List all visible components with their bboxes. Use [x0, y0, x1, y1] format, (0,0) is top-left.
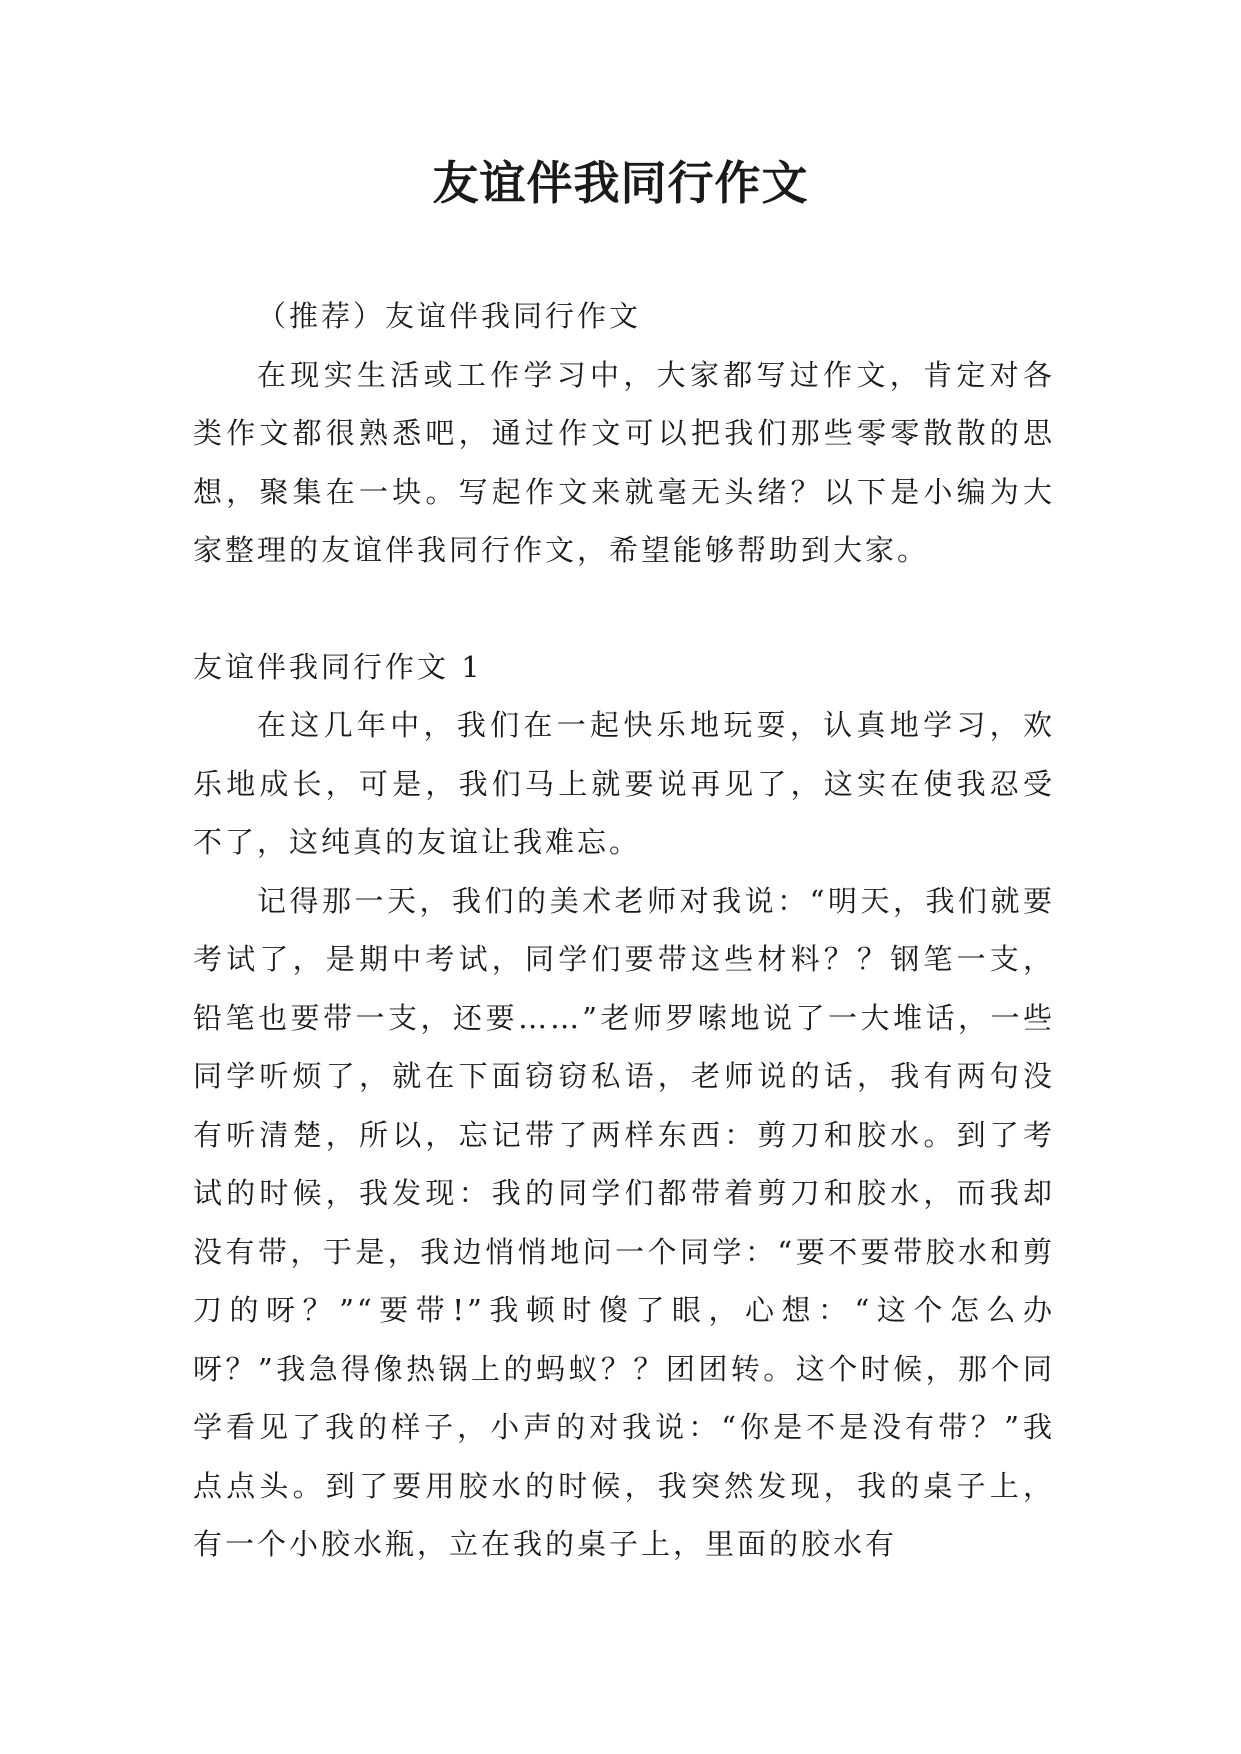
document-title: 友谊伴我同行作文 — [432, 156, 809, 210]
section-heading: 友谊伴我同行作文 1 — [193, 649, 483, 684]
section-spacer — [193, 580, 1055, 638]
intro-heading: （推荐）友谊伴我同行作文 — [257, 299, 642, 333]
body-paragraph-1: 在这几年中，我们在一起快乐地玩耍，认真地学习，欢乐地成长，可是，我们马上就要说再见了，这实在使我忍受不了，这纯真的友谊让我难忘。 — [193, 708, 1055, 859]
intro-paragraph: 在现实生活或工作学习中，大家都写过作文，肯定对各类作文都很熟悉吧，通过作文可以把我们那些零零散散的思想，聚集在一块。写起作文来就毫无头绪？以下是小编为大家整理的友谊伴我同行作文，希望能够帮助到大家。 — [193, 357, 1055, 567]
document-body — [193, 287, 1055, 1574]
body-paragraph-2: 记得那一天，我们的美术老师对我说：“明天，我们就要考试了，是期中考试，同学们要带这些材料？？钢笔一支，铅笔也要带一支，还要……”老师罗嗦地说了一大堆话，一些同学听烦了，就在下面窃窃私语，老师说的话，我有两句没有听清楚，所以，忘记带了两样东西：剪刀和胶水。到了考试的时候，我发现：我的同学们都带着剪刀和胶水，而我却没有带，于是，我边悄悄地问一个同学：“要不要带胶水和剪刀的呀？”“要带!”我顿时傻了眼，心想：“这个怎么办呀？”我急得像热锅上的蚂蚁？？团团转。这个时候，那个同学看见了我的样子，小声的对我说：“你是不是没有带？”我点点头。到了要用胶水的时候，我突然发现，我的桌子上，有一个小胶水瓶，立在我的桌子上，里面的胶水有 — [193, 883, 1055, 1561]
